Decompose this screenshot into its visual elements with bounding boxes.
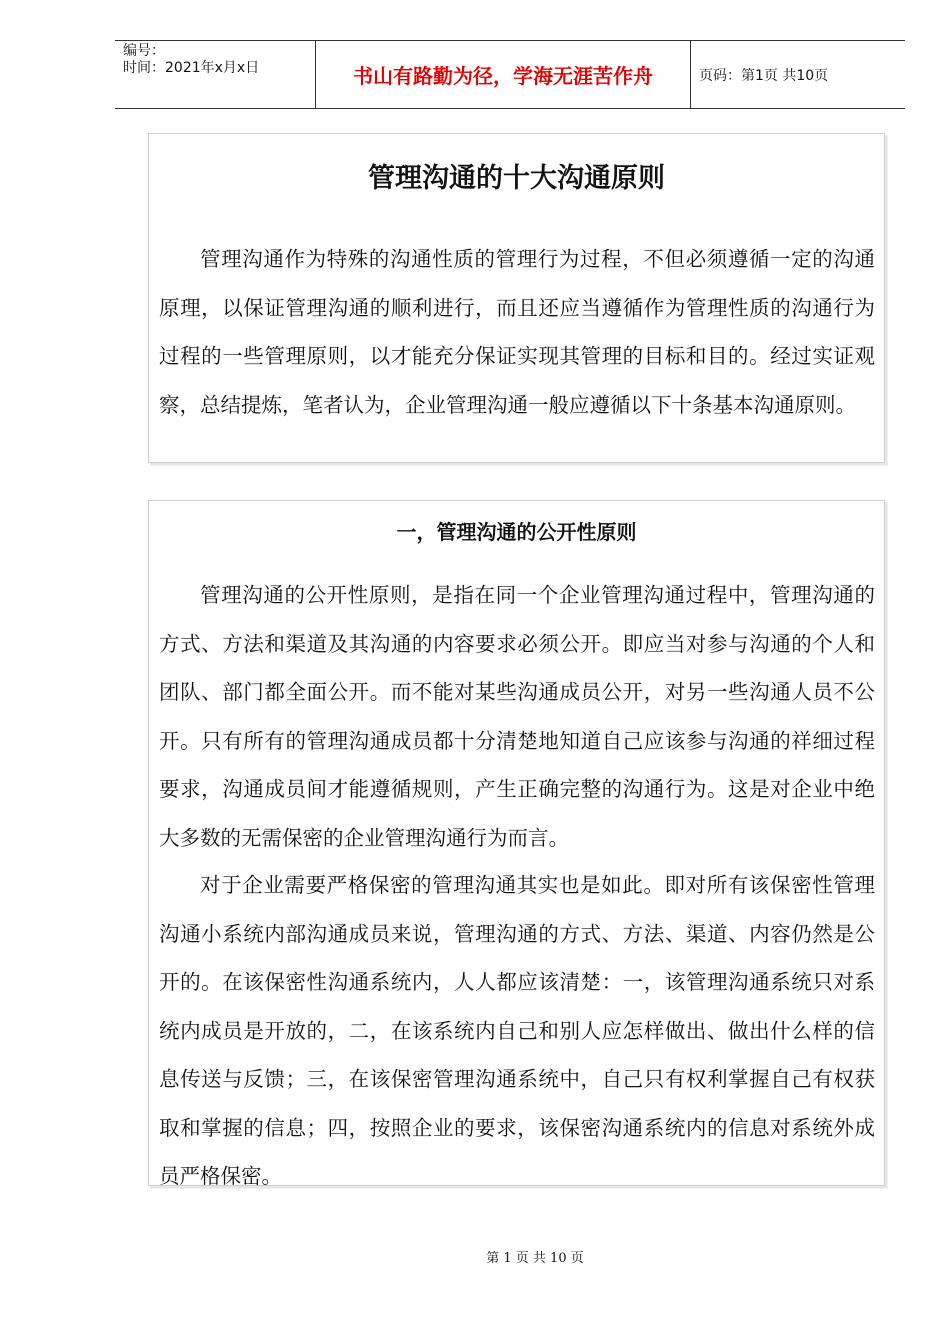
page-title: 管理沟通的十大沟通原则 xyxy=(368,163,665,194)
header-meta xyxy=(123,41,315,110)
intro-section xyxy=(148,133,885,463)
page-footer: 第 1 页 共 10 页 xyxy=(486,1251,584,1266)
document-header xyxy=(115,40,905,109)
section-one xyxy=(148,500,885,1186)
section-paragraph-1: 管理沟通的公开性原则，是指在同一个企业管理沟通过程中，管理沟通的方式、方法和渠道及其沟通的内容要求必须公开。即应当对参与沟通的个人和团队、部门都全面公开。而不能对某些沟通成员公开，对另一些沟通人员不公开。只有所有的管理沟通成员都十分清楚地知道自己应该参与沟通的祥细过程要求，沟通成员间才能遵循规则，产生正确完整的沟通行为。这是对企业中绝大多数的无需保密的企业管理沟通行为而言。 xyxy=(159,583,875,850)
section-heading: 一，管理沟通的公开性原则 xyxy=(396,520,637,544)
header-motto: 书山有路勤为径，学海无涯苦作舟 xyxy=(315,41,691,108)
intro-paragraph: 管理沟通作为特殊的沟通性质的管理行为过程，不但必须遵循一定的沟通原理，以保证管理沟通的顺利进行，而且还应当遵循作为管理性质的沟通行为过程的一些管理原则，以才能充分保证实现其管理的目标和目的。经过实证观察，总结提炼，笔者认为，企业管理沟通一般应遵循以下十条基本沟通原则。 xyxy=(159,247,875,417)
header-page-info: 页码：第1页 共10页 xyxy=(699,67,829,84)
id-label: 编号： xyxy=(123,43,165,59)
section-paragraph-2: 对于企业需要严格保密的管理沟通其实也是如此。即对所有该保密性管理沟通小系统内部沟通成员来说，管理沟通的方式、方法、渠道、内容仍然是公开的。在该保密性沟通系统内，人人都应该清楚：一，该管理沟通系统只对系统内成员是开放的，二，在该系统内自己和别人应怎样做出、做出什么样的信息传送与反馈；三，在该保密管理沟通系统中，自己只有权利掌握自己有权获取和掌握的信息；四，按照企业的要求，该保密沟通系统内的信息对系统外成员严格保密。 xyxy=(159,873,875,1188)
time-label: 时间：2021年x月x日 xyxy=(123,60,260,76)
